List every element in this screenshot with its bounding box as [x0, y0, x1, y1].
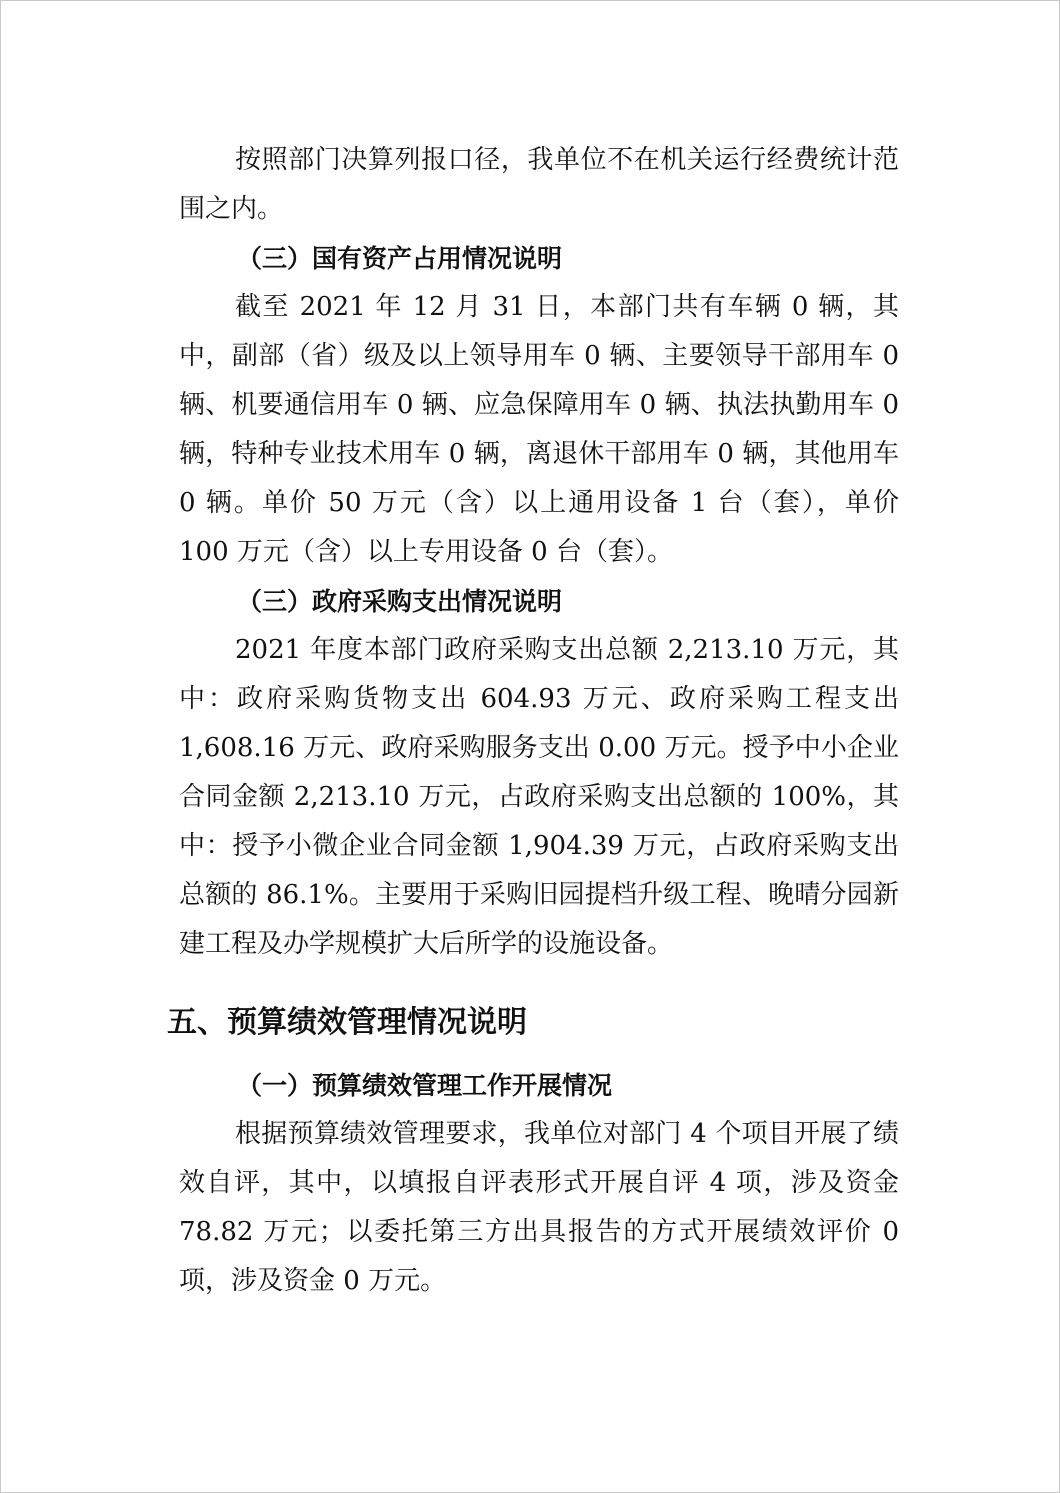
paragraph-performance-work: 根据预算绩效管理要求，我单位对部门 4 个项目开展了绩效自评，其中，以填报自评表形式开展自评 4 项，涉及资金 78.82 万元；以委托第三方出具报告的方式开展绩效评价 0 项，涉及资金 0 万元。	[179, 1119, 899, 1296]
heading-government-procurement: （三）政府采购支出情况说明	[237, 587, 563, 616]
document-body	[167, 136, 899, 1306]
paragraph-operating-expenses: 按照部门决算列报口径，我单位不在机关运行经费统计范围之内。	[179, 145, 899, 224]
section-heading-budget-performance: 五、预算绩效管理情况说明	[167, 1005, 527, 1040]
paragraph-government-procurement: 2021 年度本部门政府采购支出总额 2,213.10 万元，其中：政府采购货物支出 604.93 万元、政府采购工程支出 1,608.16 万元、政府采购服务支出 0.00 万元。授予中小企业合同金额 2,213.10 万元，占政府采购支出总额的 100%，其中：授予小微企业合同金额 1,904.39 万元，占政府采购支出总额的 86.1%。主要用于采购旧园提档升级工程、晚晴分园新建工程及办学规模扩大后所学的设施设备。	[179, 635, 899, 959]
heading-state-assets: （三）国有资产占用情况说明	[237, 244, 563, 273]
heading-performance-work: （一）预算绩效管理工作开展情况	[237, 1071, 613, 1100]
paragraph-state-assets: 截至 2021 年 12 月 31 日，本部门共有车辆 0 辆，其中，副部（省）级及以上领导用车 0 辆、主要领导干部用车 0 辆、机要通信用车 0 辆、应急保障用车 0 辆、执法执勤用车 0 辆，特种专业技术用车 0 辆，离退休干部用车 0 辆，其他用车 0 辆。单价 50 万元（含）以上通用设备 1 台（套），单价 100 万元（含）以上专用设备 0 台（套）。	[179, 292, 899, 567]
